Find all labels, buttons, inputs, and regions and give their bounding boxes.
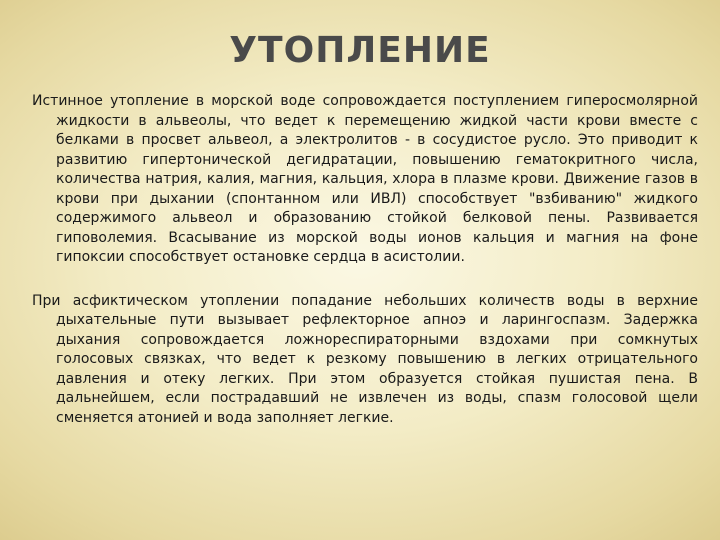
paragraph-true-drowning: Истинное утопление в морской воде сопровождается поступлением гиперосмолярной жидкости в альвеолы, что ведет к перемещению жидкой части крови вместе с белками в просвет альвеол, а электролитов - в сосудистое русло. Это приводит к развитию гипертонической дегидратации, повышению гематокритного числа, количества натрия, калия, магния, кальция, хлора в плазме крови. Движение газов в крови при дыхании (спонтанном или ИВЛ) способствует "взбиванию" жидкого содержимого альвеол и образованию стойкой белковой пены. Развивается гиповолемия. Всасывание из морской воды ионов кальция и магния на фоне гипоксии способствует остановке сердца в асистолии. [32,93,698,265]
slide-title-text: УТОПЛЕНИЕ [229,30,491,71]
slide-body [32,92,698,428]
paragraph-asphyxial-drowning: При асфиктическом утоплении попадание небольших количеств воды в верхние дыхательные пути вызывает рефлекторное апноэ и ларингоспазм. Задержка дыхания сопровождается ложнореспираторными вздохами при сомкнутых голосовых связках, что ведет к резкому повышению в легких отрицательного давления и отеку легких. При этом образуется стойкая пушистая пена. В дальнейшем, если пострадавший не извлечен из воды, спазм голосовой щели сменяется атонией и вода заполняет легкие. [32,292,698,426]
slide-title [0,30,720,71]
